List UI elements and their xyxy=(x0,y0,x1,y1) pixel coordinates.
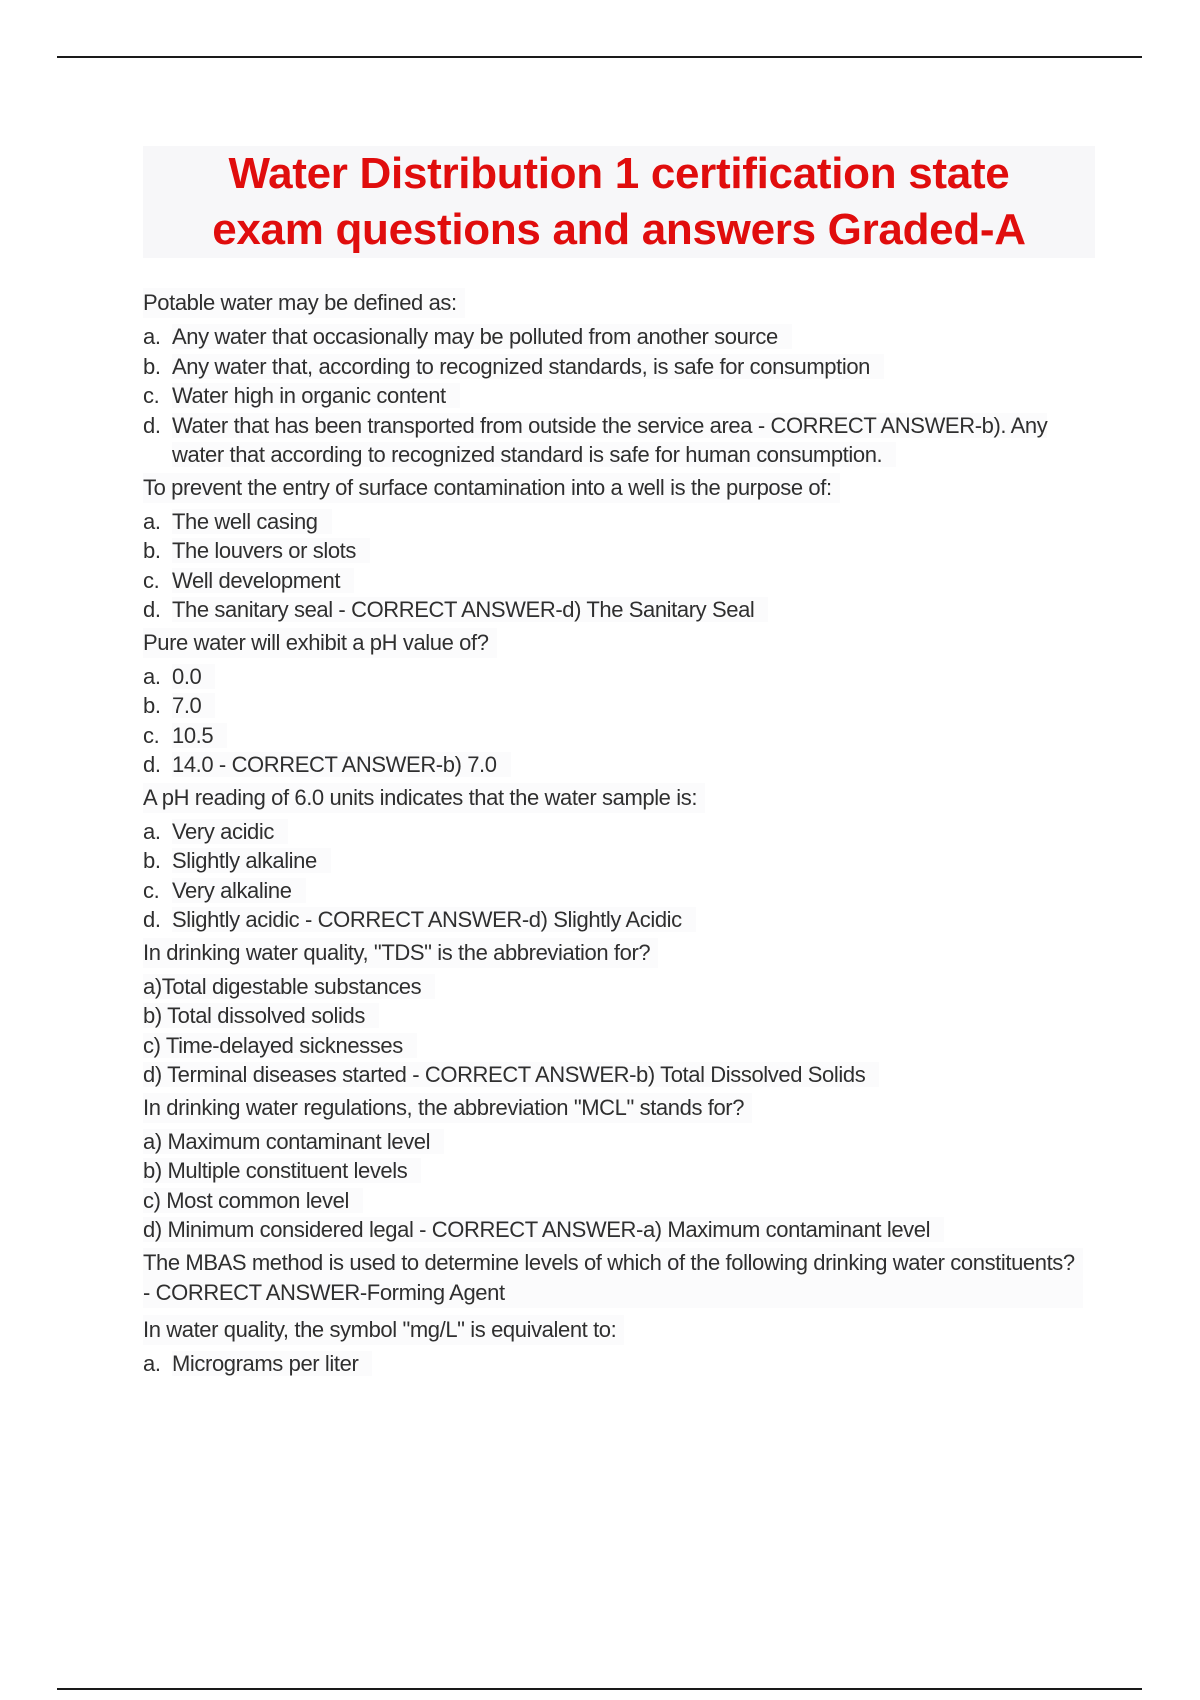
option-letter: a. xyxy=(143,1350,161,1376)
option-letter: a. xyxy=(143,324,161,349)
title-line-1: Water Distribution 1 certification state xyxy=(228,149,1010,198)
option-text: Slightly alkaline xyxy=(172,848,331,873)
answer-option xyxy=(143,595,1083,625)
answer-option xyxy=(143,662,1083,692)
question-block xyxy=(143,1248,1083,1312)
answer-option xyxy=(143,507,1083,537)
option-letter: c. xyxy=(143,877,160,903)
answer-option xyxy=(143,905,1083,935)
answer-option xyxy=(143,1156,1083,1186)
question-block xyxy=(143,473,1083,625)
answer-option xyxy=(143,566,1083,596)
answer-option xyxy=(143,876,1083,906)
option-text: Micrograms per liter xyxy=(172,1351,372,1376)
question-text: Pure water will exhibit a pH value of? xyxy=(143,628,497,658)
answer-option xyxy=(143,1215,1083,1245)
option-letter: c. xyxy=(143,383,160,408)
answer-option xyxy=(143,721,1083,751)
answer-options xyxy=(143,1127,1083,1245)
option-text: b) Total dissolved solids xyxy=(143,1003,379,1028)
answer-option xyxy=(143,411,1083,470)
option-text: Very alkaline xyxy=(172,878,306,903)
question-text: A pH reading of 6.0 units indicates that the water sample is: xyxy=(143,783,705,813)
option-text: Slightly acidic - CORRECT ANSWER-d) Slightly Acidic xyxy=(172,907,696,932)
option-text: The sanitary seal - CORRECT ANSWER-d) The Sanitary Seal xyxy=(172,597,768,622)
answer-options xyxy=(143,817,1083,935)
option-text: Any water that occasionally may be polluted from another source xyxy=(172,324,792,349)
answer-option xyxy=(143,972,1083,1002)
option-text: 0.0 xyxy=(172,664,215,689)
answer-option xyxy=(143,381,1083,411)
document-title xyxy=(143,146,1095,258)
question-list xyxy=(143,288,1083,1378)
answer-option xyxy=(143,1349,1083,1379)
title-line-2: exam questions and answers Graded-A xyxy=(212,205,1026,254)
question-block xyxy=(143,1315,1083,1379)
option-text: 7.0 xyxy=(172,693,215,718)
option-text: Water high in organic content xyxy=(172,383,460,408)
option-text: 14.0 - CORRECT ANSWER-b) 7.0 xyxy=(172,752,511,777)
question-text: The MBAS method is used to determine levels of which of the following drinking water constituents? - CORRECT ANSWER-Forming Agent xyxy=(143,1248,1083,1308)
question-block xyxy=(143,288,1083,470)
question-text: In drinking water quality, "TDS" is the abbreviation for? xyxy=(143,938,658,968)
option-text: The well casing xyxy=(172,509,332,534)
option-text: c) Time-delayed sicknesses xyxy=(143,1033,417,1058)
answer-options xyxy=(143,1349,1083,1379)
option-text: c) Most common level xyxy=(143,1188,363,1213)
option-text: Very acidic xyxy=(172,819,288,844)
answer-options xyxy=(143,507,1083,625)
question-block xyxy=(143,938,1083,1090)
question-text: Potable water may be defined as: xyxy=(143,288,465,318)
question-block xyxy=(143,1093,1083,1245)
answer-option xyxy=(143,846,1083,876)
option-text: The louvers or slots xyxy=(172,538,370,563)
answer-option xyxy=(143,1001,1083,1031)
option-letter: b. xyxy=(143,353,161,379)
option-letter: c. xyxy=(143,567,160,593)
option-letter: d. xyxy=(143,597,161,622)
answer-option xyxy=(143,352,1083,382)
option-letter: a. xyxy=(143,508,161,534)
option-text: Any water that, according to recognized standards, is safe for consumption xyxy=(172,354,884,379)
question-text: To prevent the entry of surface contamination into a well is the purpose of: xyxy=(143,473,840,503)
header-rule xyxy=(57,56,1142,58)
question-text: In water quality, the symbol "mg/L" is equivalent to: xyxy=(143,1315,624,1345)
answer-option xyxy=(143,1031,1083,1061)
option-text: a)Total digestable substances xyxy=(143,974,435,999)
option-letter: a. xyxy=(143,663,161,689)
answer-option xyxy=(143,536,1083,566)
answer-option xyxy=(143,1060,1083,1090)
option-letter: d. xyxy=(143,907,161,932)
answer-options xyxy=(143,322,1083,470)
option-text: Water that has been transported from outside the service area - CORRECT ANSWER-b). Any water that according to recognized standard is safe for human consumption. xyxy=(172,412,1048,467)
option-letter: b. xyxy=(143,848,161,873)
option-text: 10.5 xyxy=(172,723,227,748)
option-letter: b. xyxy=(143,693,161,718)
option-letter: d. xyxy=(143,412,161,438)
option-text: d) Terminal diseases started - CORRECT ANSWER-b) Total Dissolved Solids xyxy=(143,1062,879,1087)
answer-option xyxy=(143,322,1083,352)
answer-options xyxy=(143,662,1083,780)
option-text: a) Maximum contaminant level xyxy=(143,1129,444,1154)
option-letter: d. xyxy=(143,752,161,777)
option-letter: b. xyxy=(143,538,161,563)
option-text: Well development xyxy=(172,568,354,593)
option-letter: c. xyxy=(143,722,160,748)
question-text: In drinking water regulations, the abbreviation "MCL" stands for? xyxy=(143,1093,752,1123)
question-block xyxy=(143,783,1083,935)
option-text: b) Multiple constituent levels xyxy=(143,1158,421,1183)
footer-rule xyxy=(57,1688,1142,1690)
answer-option xyxy=(143,691,1083,721)
option-text: d) Minimum considered legal - CORRECT ANSWER-a) Maximum contaminant level xyxy=(143,1217,944,1242)
question-block xyxy=(143,628,1083,780)
answer-option xyxy=(143,750,1083,780)
answer-option xyxy=(143,1127,1083,1157)
answer-option xyxy=(143,817,1083,847)
answer-options xyxy=(143,972,1083,1090)
option-letter: a. xyxy=(143,818,161,844)
answer-option xyxy=(143,1186,1083,1216)
